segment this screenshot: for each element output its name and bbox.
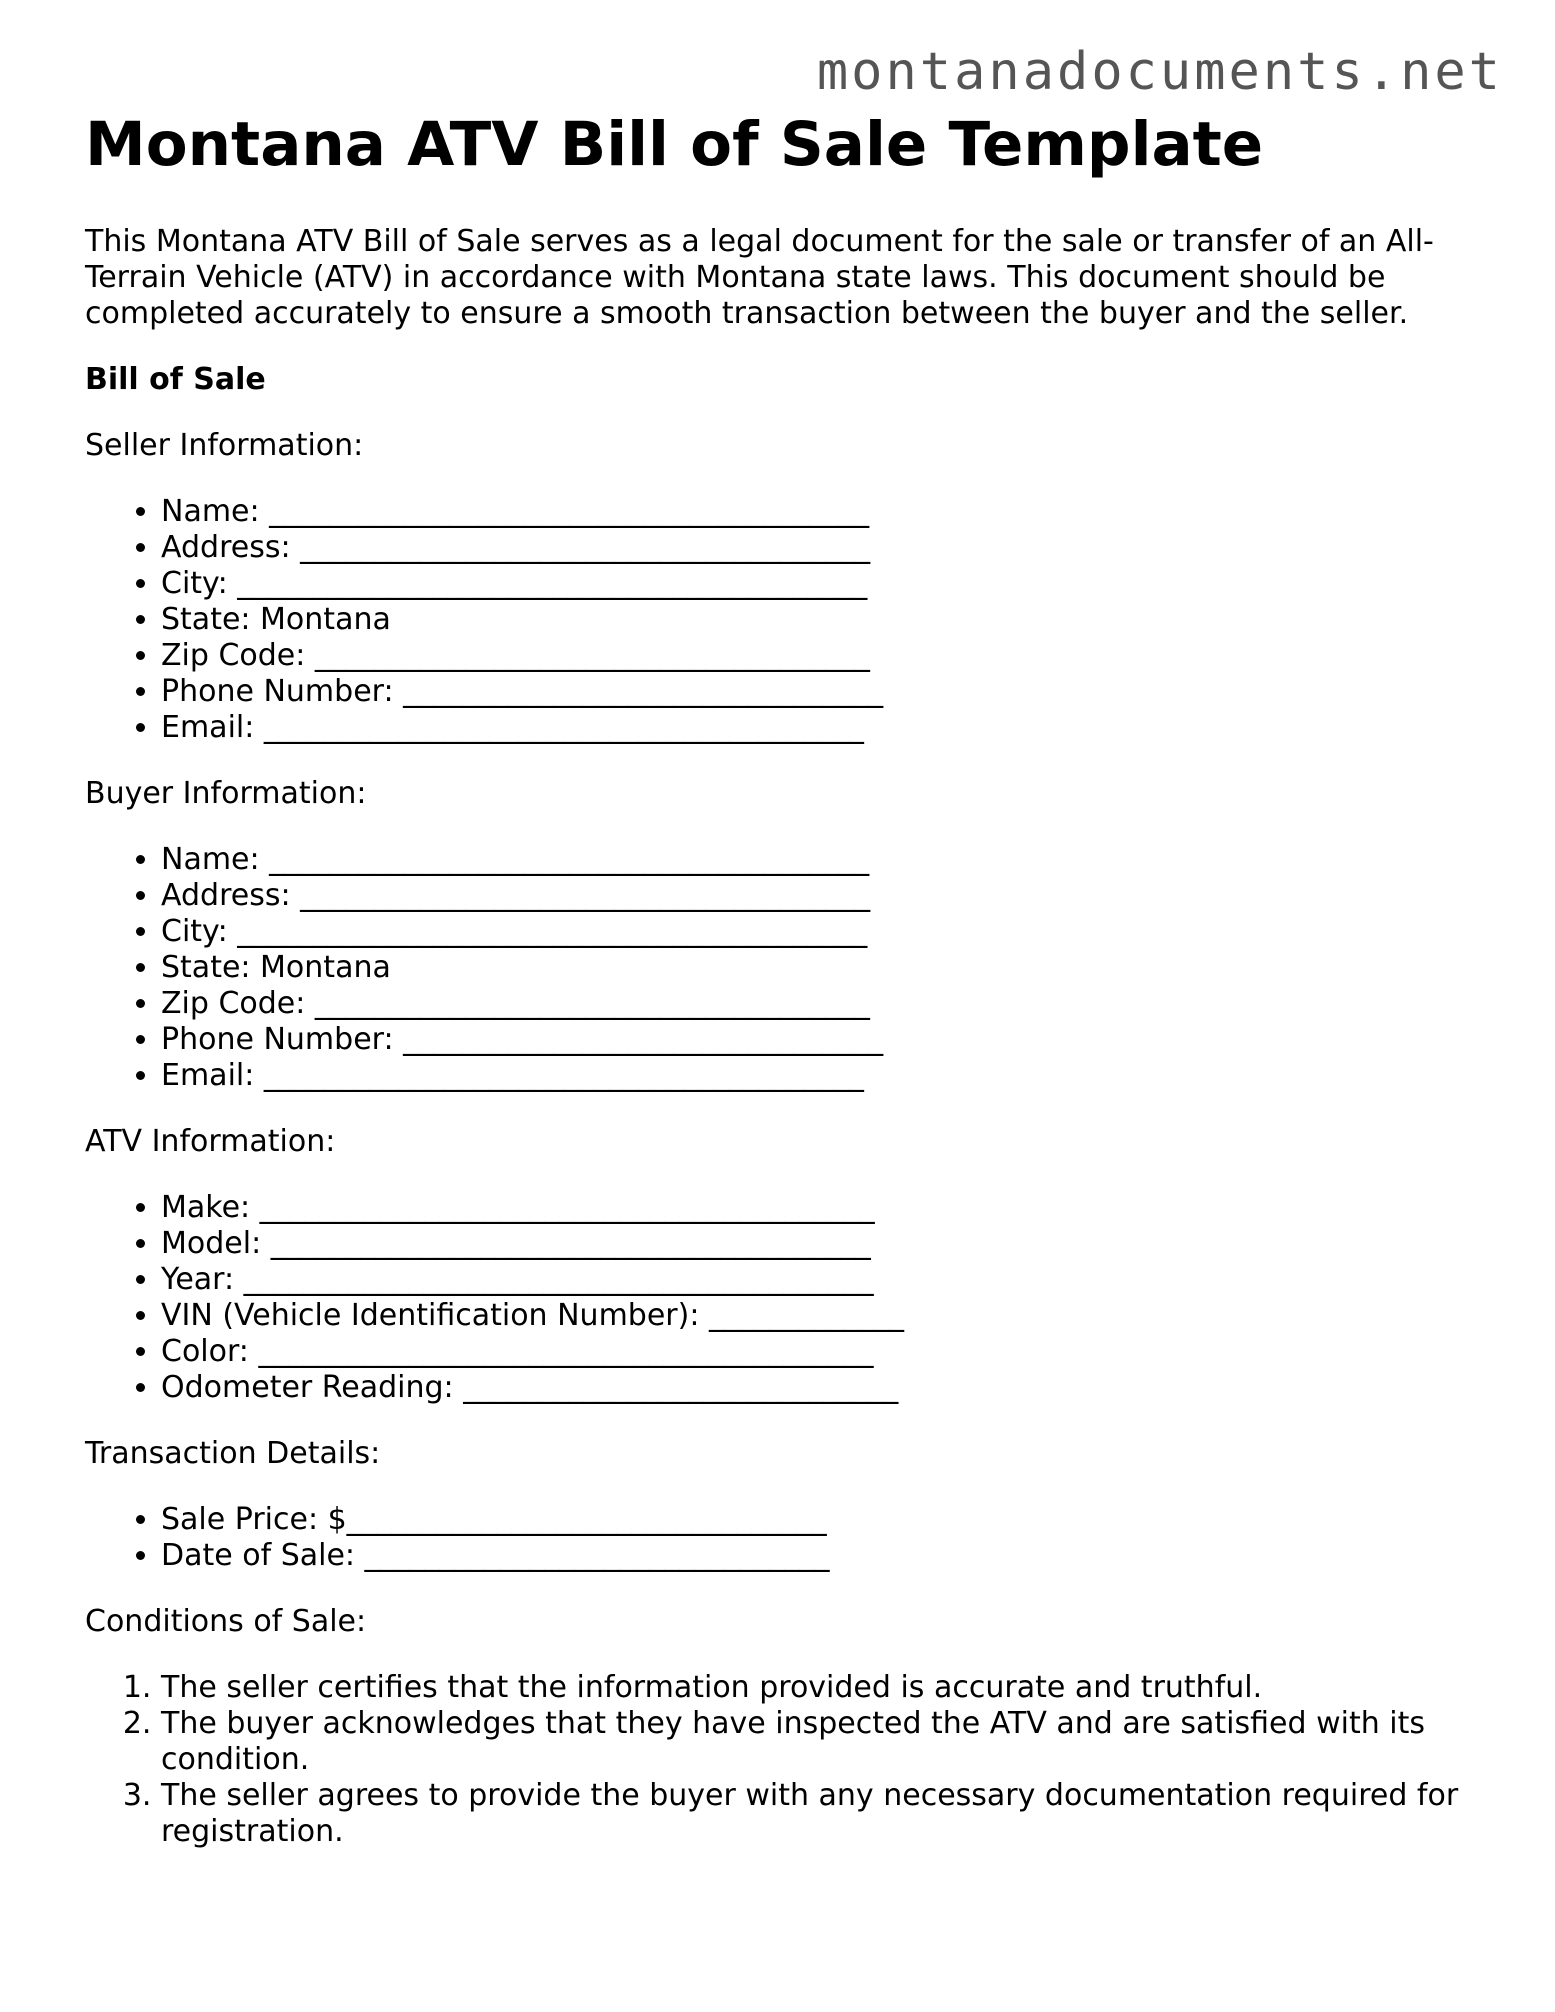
atv-section-label: ATV Information: [85,1124,336,1159]
buyer-address-field: • Address: ______________________________________ [161,878,1485,914]
buyer-state-field: • State: Montana [161,950,1485,986]
buyer-zip-field: • Zip Code: _____________________________________ [161,986,1485,1022]
condition-item: 3. The seller agrees to provide the buyer with any necessary documentation required for registration. [161,1778,1485,1850]
bill-of-sale-heading: Bill of Sale [85,362,266,397]
atv-year-field: • Year: __________________________________________ [161,1262,1485,1298]
buyer-email-field: • Email: ________________________________________ [161,1058,1485,1094]
page-title: Montana ATV Bill of Sale Template [85,109,1264,180]
atv-odometer-field: • Odometer Reading: _____________________________ [161,1370,1485,1406]
transaction-fields-list [85,1502,1485,1574]
seller-fields-list [85,494,1485,746]
conditions-section-label: Conditions of Sale: [85,1604,367,1639]
seller-name-field: • Name: ________________________________________ [161,494,1485,530]
transaction-section-label: Transaction Details: [85,1436,381,1471]
atv-fields-list [85,1190,1485,1406]
document-body [85,105,1485,1850]
sale-price-field: • Sale Price: $________________________________ [161,1502,1485,1538]
seller-state-field: • State: Montana [161,602,1485,638]
conditions-list [85,1670,1485,1850]
seller-section-label: Seller Information: [85,428,364,463]
atv-vin-field: • VIN (Vehicle Identification Number): _____________ [161,1298,1485,1334]
atv-model-field: • Model: ________________________________________ [161,1226,1485,1262]
atv-make-field: • Make: _________________________________________ [161,1190,1485,1226]
buyer-name-field: • Name: ________________________________________ [161,842,1485,878]
buyer-section-label: Buyer Information: [85,776,367,811]
seller-email-field: • Email: ________________________________________ [161,710,1485,746]
watermark: montanadocuments.net [816,42,1503,102]
seller-city-field: • City: __________________________________________ [161,566,1485,602]
seller-phone-field: • Phone Number: ________________________________ [161,674,1485,710]
sale-date-field: • Date of Sale: _______________________________ [161,1538,1485,1574]
condition-item: 2. The buyer acknowledges that they have inspected the ATV and are satisfied with its condition. [161,1706,1485,1778]
buyer-phone-field: • Phone Number: ________________________________ [161,1022,1485,1058]
seller-address-field: • Address: ______________________________________ [161,530,1485,566]
atv-color-field: • Color: _________________________________________ [161,1334,1485,1370]
buyer-fields-list [85,842,1485,1094]
seller-zip-field: • Zip Code: _____________________________________ [161,638,1485,674]
buyer-city-field: • City: __________________________________________ [161,914,1485,950]
intro-paragraph: This Montana ATV Bill of Sale serves as a legal document for the sale or transfer of an All-Terrain Vehicle (ATV) in accordance with Montana state laws. This document should be completed accurately to ensure a smooth transaction between the buyer and the seller. [85,224,1434,331]
condition-item: 1. The seller certifies that the information provided is accurate and truthful. [161,1670,1485,1706]
